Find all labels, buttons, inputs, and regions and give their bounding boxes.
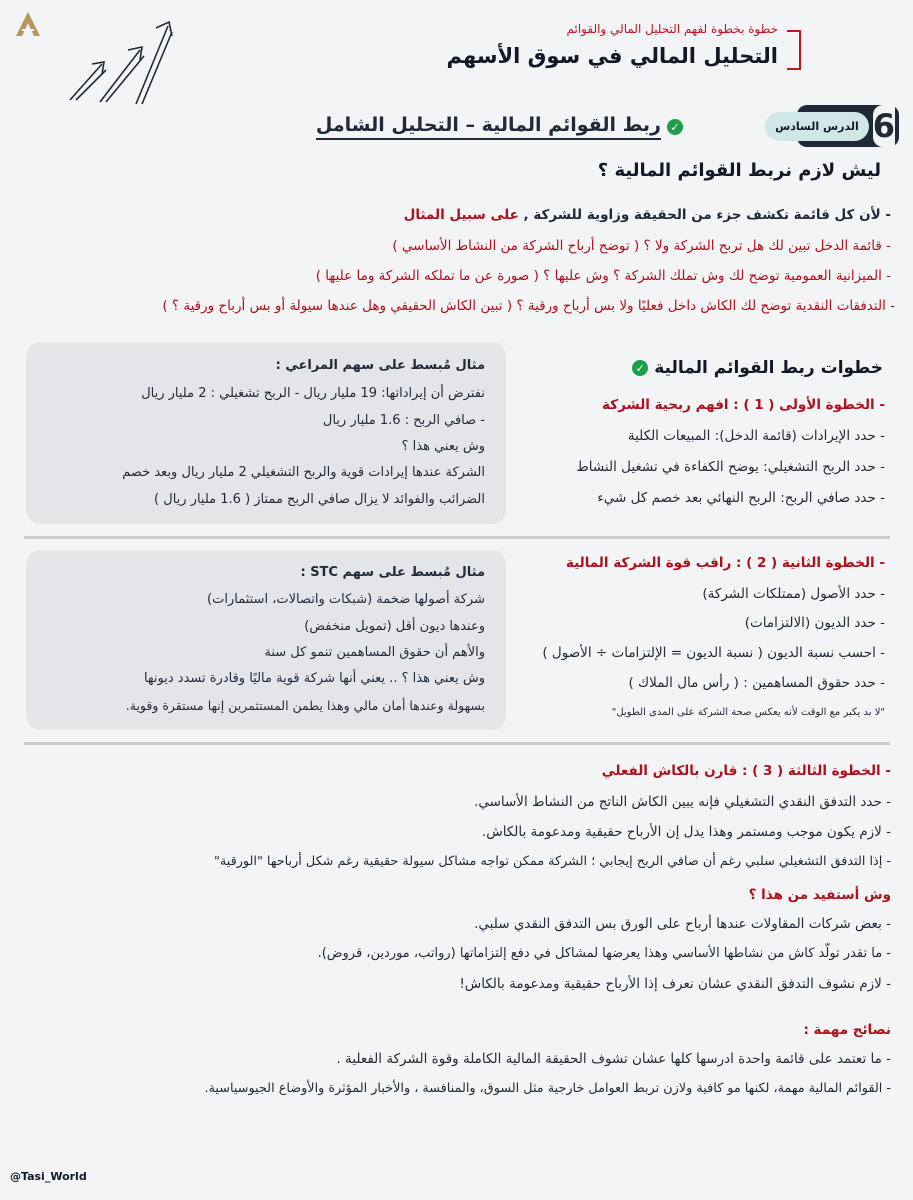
why-intro-text: - لأن كل قائمة تكشف جزء من الحقيقة وزاوية للشركة , bbox=[523, 207, 891, 223]
step3-title: - الخطوة الثالثة ( 3 ) : قارن بالكاش الفعلي bbox=[601, 763, 891, 779]
why-line-3: - التدفقات النقدية توضح لك الكاش داخل فعليًا ولا بس أرباح ورقية ؟ ( تبين الكاش الحقيقي وهل عندها سيولة أو بس أرباح ورقية ؟ ) bbox=[162, 298, 895, 314]
example-almarai-title: مثال مُبسط على سهم المراعي : bbox=[275, 358, 485, 373]
example-almarai-line: - صافي الربح : 1.6 مليار ريال bbox=[322, 413, 485, 428]
tips-title: نصائح مهمة : bbox=[803, 1022, 891, 1038]
example-almarai-line: وش يعني هذا ؟ bbox=[401, 439, 485, 454]
example-stc-line: وعندها ديون أقل (تمويل منخفض) bbox=[304, 619, 485, 634]
check-icon: ✓ bbox=[667, 119, 683, 135]
lesson-badge bbox=[775, 105, 899, 147]
benefit-item: - ما تقدر تولّد كاش من نشاطها الأساسي وهذا يعرضها لمشاكل في دفع إلتزاماتها (رواتب، موردين، قروض). bbox=[317, 946, 891, 961]
step2-item: - احسب نسبة الديون ( نسبة الديون = الإلتزامات ÷ الأصول ) bbox=[542, 645, 885, 661]
step2-note: "لا بد يكبر مع الوقت لأنه يعكس صحة الشركة على المدى الطويل" bbox=[611, 707, 885, 718]
step1-title: - الخطوة الأولى ( 1 ) : افهم ربحية الشركة bbox=[602, 397, 885, 413]
example-stc-line: شركة أصولها ضخمة (شبكات واتصالات، استثمارات) bbox=[207, 592, 485, 607]
step2-item: - حدد الأصول (ممتلكات الشركة) bbox=[702, 586, 885, 602]
step3-item: - حدد التدفق النقدي التشغيلي فإنه يبين الكاش الناتج من النشاط الأساسي. bbox=[474, 794, 891, 810]
example-stc-line: وش يعني هذا ؟ .. يعني أنها شركة قوية ماليًا وقادرة تسدد ديونها bbox=[143, 671, 485, 686]
section-divider bbox=[24, 536, 890, 539]
step2-item: - حدد الديون (الالتزامات) bbox=[744, 615, 885, 631]
lesson-title: ربط القوائم المالية – التحليل الشامل bbox=[316, 114, 661, 140]
check-icon: ✓ bbox=[632, 360, 648, 376]
steps-title: خطوات ربط القوائم المالية bbox=[654, 358, 883, 378]
example-stc-line: والأهم أن حقوق المساهمين تنمو كل سنة bbox=[264, 645, 485, 660]
why-title: ليش لازم نربط القوائم المالية ؟ bbox=[597, 160, 881, 181]
rising-arrows-icon bbox=[60, 10, 180, 105]
lesson-title-row bbox=[316, 114, 683, 140]
example-almarai-line: نفترض أن إيراداتها: 19 مليار ريال - الربح تشغيلي : 2 مليار ريال bbox=[141, 386, 485, 401]
benefit-item: - لازم نشوف التدفق النقدي عشان نعرف إذا الأرباح حقيقية ومدعومة بالكاش! bbox=[459, 976, 891, 992]
example-almarai-line: الضرائب والفوائد لا يزال صافي الربح ممتاز ( 1.6 مليار ريال ) bbox=[154, 492, 485, 507]
example-stc-line: بسهولة وعندها أمان مالي وهذا يطمن المستثمرين إنها مستقرة وقوية. bbox=[125, 698, 485, 713]
section-divider bbox=[24, 742, 890, 745]
lesson-number: 6 bbox=[872, 107, 895, 145]
tips-item: - ما تعتمد على قائمة واحدة ادرسها كلها عشان تشوف الحقيقة المالية الكاملة وقوة الشركة الفعلية . bbox=[336, 1051, 891, 1067]
example-stc-title: مثال مُبسط على سهم STC : bbox=[300, 565, 485, 580]
step1-item: - حدد الربح التشغيلي: يوضح الكفاءة في تشغيل النشاط bbox=[576, 459, 885, 475]
header-title: التحليل المالي في سوق الأسهم bbox=[446, 44, 778, 68]
step1-item: - حدد الإيرادات (قائمة الدخل): المبيعات الكلية bbox=[627, 428, 885, 444]
why-intro bbox=[404, 207, 891, 223]
tips-item: - القوائم المالية مهمة، لكنها مو كافية ولازن تربط العوامل خارجية مثل السوق، والمنافسة ، والأخبار المؤثرة والأوضاع الجيوسياسية. bbox=[204, 1081, 891, 1096]
lesson-badge-label: الدرس السادس bbox=[765, 112, 869, 141]
logo-icon bbox=[10, 6, 46, 42]
step2-title: - الخطوة الثانية ( 2 ) : راقب قوة الشركة المالية bbox=[565, 555, 885, 571]
benefit-item: - بعض شركات المقاولات عندها أرباح على الورق بس التدفق النقدي سلبي. bbox=[474, 916, 891, 932]
footer-handle: @Tasi_World bbox=[10, 1170, 87, 1183]
why-line-1: - قائمة الدخل تبين لك هل تربح الشركة ولا ؟ ( توضح أرباح الشركة من النشاط الأساسي ) bbox=[392, 238, 891, 254]
header-bracket bbox=[787, 30, 801, 70]
step3-item: - لازم يكون موجب ومستمر وهذا يدل إن الأرباح حقيقية ومدعومة بالكاش. bbox=[481, 824, 891, 840]
step1-item: - حدد صافي الربح: الربح النهائي بعد خصم كل شيء bbox=[597, 490, 885, 506]
why-line-2: - الميزانية العمومية توضح لك وش تملك الشركة ؟ وش عليها ؟ ( صورة عن ما تملكه الشركة وما عليها ) bbox=[315, 268, 891, 284]
example-almarai-line: الشركة عندها إيرادات قوية والربح التشغيلي 2 مليار ريال وبعد خصم bbox=[122, 465, 485, 480]
step3-item: - إذا التدفق التشغيلي سلبي رغم أن صافي الربح إيجابي ؛ الشركة ممكن تواجه مشاكل سيولة حقيقية رغم شكل أرباحها "الورقية" bbox=[214, 854, 891, 869]
benefit-title: وش أستفيد من هذا ؟ bbox=[748, 887, 891, 903]
step2-item: - حدد حقوق المساهمين : ( رأس مال الملاك ) bbox=[628, 675, 885, 691]
steps-title-row bbox=[632, 358, 883, 378]
why-intro-emphasis: على سبيل المثال bbox=[403, 207, 519, 223]
header-subtitle: خطوة بخطوة لفهم التحليل المالي والقوائم bbox=[566, 22, 778, 36]
